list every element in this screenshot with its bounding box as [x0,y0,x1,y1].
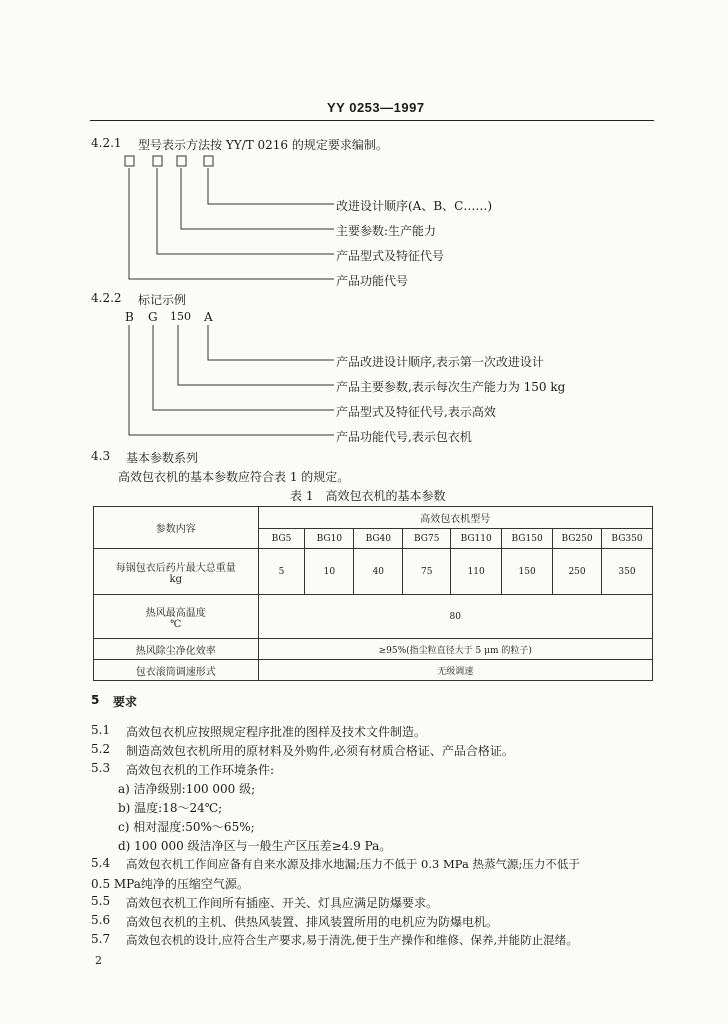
max-temp-label [94,595,259,639]
model-cell: BG150 [502,529,553,549]
model-cell: BG75 [403,529,451,549]
condition-c: c) 相对湿度:50%～65%; [118,820,255,834]
speed-control-value: 无级调速 [258,660,652,681]
max-weight-row [94,549,653,595]
page-number: 2 [95,954,102,967]
value-cell: 75 [403,549,451,595]
section-4-3-number: 4.3 [91,449,111,463]
section-5-number: 5 [91,693,100,707]
value-cell: 150 [502,549,553,595]
max-temp-row [94,595,653,639]
parameters-table [93,506,653,681]
document-header: YY 0253—1997 [327,100,425,115]
value-cell: 350 [602,549,653,595]
example-code-a: A [204,310,213,324]
item-5-5-number: 5.5 [91,894,111,908]
item-5-3-text: 高效包衣机的工作环境条件: [126,763,275,777]
item-5-5-text: 高效包衣机工作间所有插座、开关、灯具应满足防爆要求。 [126,896,439,910]
max-weight-label-line1: 每锅包衣后药片最大总重量 [115,562,236,574]
model-cell: BG40 [354,529,403,549]
value-cell: 110 [451,549,502,595]
value-cell: 40 [354,549,403,595]
header-model-cell [258,507,652,529]
example-label-1: 产品改进设计顺序,表示第一次改进设计 [336,355,544,369]
item-5-1-number: 5.1 [91,723,111,737]
value-cell: 250 [553,549,602,595]
max-temp-label-line1: 热风最高温度 [145,607,206,619]
item-5-4-line1: 高效包衣机工作间应备有自来水源及排水地漏;压力不低于 0.3 MPa 热蒸气源;压力不低于 [126,857,580,871]
section-4-2-2-title: 标记示例 [138,293,187,307]
item-5-4-line2: 0.5 MPa纯净的压缩空气源。 [91,877,249,891]
max-weight-label [94,549,259,595]
header-param: 参数内容 [155,524,196,535]
code-label-4: 产品功能代号 [336,274,409,288]
dust-efficiency-row [94,639,653,660]
item-5-6-number: 5.6 [91,913,111,927]
model-cell: BG110 [451,529,502,549]
item-5-2-text: 制造高效包衣机所用的原材料及外购件,必须有材质合格证、产品合格证。 [126,744,514,758]
value-cell: 5 [258,549,305,595]
header-param-cell [94,507,259,549]
example-label-4: 产品功能代号,表示包衣机 [336,430,472,444]
example-code-150: 150 [170,310,191,323]
model-cell: BG5 [258,529,305,549]
section-5-title: 要求 [113,695,138,709]
leader-lines-4-2-1 [129,168,334,279]
dust-efficiency-value: ≥95%(指尘粒直径大于 5 μm 的粒子) [258,639,652,660]
code-label-2: 主要参数:生产能力 [336,224,437,238]
item-5-3-number: 5.3 [91,761,111,775]
example-code-g: G [148,310,158,324]
condition-a: a) 洁净级别:100 000 级; [118,782,256,796]
example-code-b: B [125,310,134,324]
item-5-4-number: 5.4 [91,856,111,870]
section-4-2-1-number: 4.2.1 [91,136,122,150]
code-label-3: 产品型式及特征代号 [336,249,445,263]
dust-efficiency-label: 热风除尘净化效率 [94,639,259,660]
code-box-2 [153,156,162,166]
section-4-3-title: 基本参数系列 [126,451,199,465]
code-box-4 [204,156,213,166]
item-5-7-text: 高效包衣机的设计,应符合生产要求,易于清洗,便于生产操作和维修、保养,并能防止混绪。 [126,933,578,947]
speed-control-label: 包衣滚筒调速形式 [94,660,259,681]
code-box-1 [125,156,134,166]
model-cell: BG350 [602,529,653,549]
item-5-7-number: 5.7 [91,932,111,946]
condition-b: b) 温度:18～24℃; [118,801,223,815]
max-temp-unit: ℃ [170,618,182,630]
item-5-2-number: 5.2 [91,742,111,756]
code-label-1: 改进设计顺序(A、B、C……) [336,199,493,213]
example-label-3: 产品型式及特征代号,表示高效 [336,405,496,419]
code-box-3 [177,156,186,166]
speed-control-row [94,660,653,681]
header-model: 高效包衣机型号 [420,514,491,525]
value-cell: 10 [305,549,354,595]
table-caption: 表 1 高效包衣机的基本参数 [290,489,446,503]
example-label-2: 产品主要参数,表示每次生产能力为 150 kg [336,380,566,394]
max-temp-value: 80 [258,595,652,639]
model-cell: BG250 [553,529,602,549]
max-weight-unit: kg [169,573,182,585]
section-4-2-2-number: 4.2.2 [91,291,122,305]
item-5-1-text: 高效包衣机应按照规定程序批准的图样及技术文件制造。 [126,725,427,739]
section-4-3-text: 高效包衣机的基本参数应符合表 1 的规定。 [118,470,350,484]
section-4-2-1-text: 型号表示方法按 YY/T 0216 的规定要求编制。 [138,138,388,152]
item-5-6-text: 高效包衣机的主机、供热风装置、排风装置所用的电机应为防爆电机。 [126,915,499,929]
model-cell: BG10 [305,529,354,549]
condition-d: d) 100 000 级洁净区与一般生产区压差≥4.9 Pa。 [118,839,392,853]
leader-lines-4-2-2 [129,325,334,435]
